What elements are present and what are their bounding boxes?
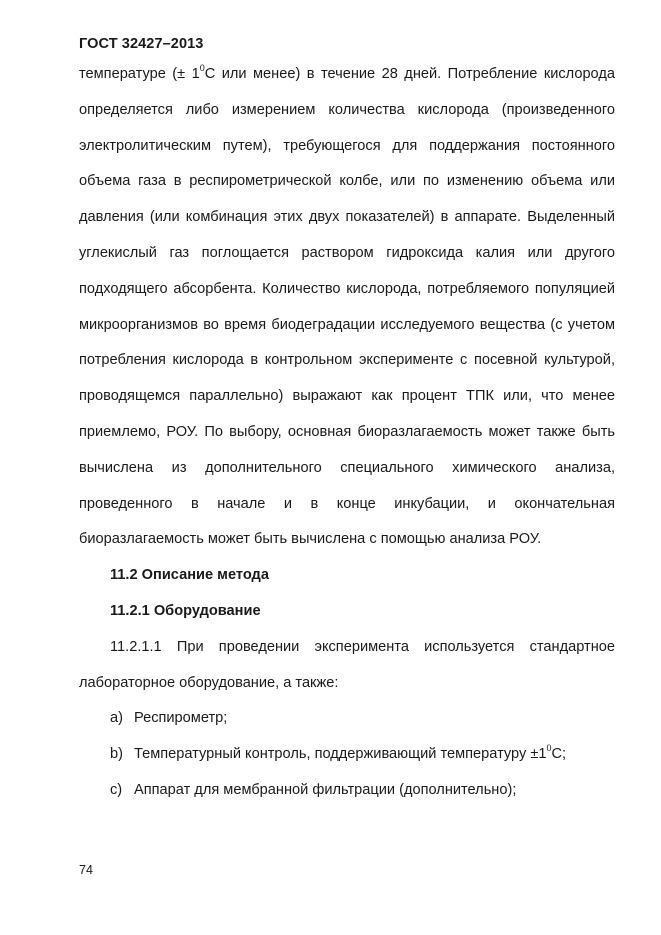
- list-marker: b): [110, 746, 123, 763]
- standard-code-header: ГОСТ 32427–2013: [79, 36, 204, 52]
- list-item-text: Респирометр;: [134, 710, 228, 727]
- list-marker: c): [110, 781, 123, 798]
- degree-superscript: 0: [546, 743, 552, 754]
- list-item-text-suffix: С;: [551, 746, 567, 763]
- section-heading: 11.2 Описание метода: [110, 567, 269, 584]
- paragraph-oxygen-consumption: [79, 57, 615, 558]
- paragraph-text-part-b: С или менее) в течение 28 дней. Потребление кислорода определяется либо измерением количества кислорода (произведенного электролитическим путем), требующегося для поддержания постоянного объема газа в респирометрической колбе, или по изменению объема или давления (или комбинация этих двух показателей) в аппарате. Выделенный углекислый газ поглощается раствором гидроксида калия или другого подходящего абсорбента. Количество кислорода, потребляемого популяцией микроорганизмов во время биодеградации исследуемого вещества (с учетом потребления кислорода в контрольном эксперименте с посевной культурой, проводящемся параллельно) выражают как процент ТПК или, что менее приемлемо, РОУ. По выбору, основная биоразлагаемость может также быть вычислена из дополнительного специального химического анализа, проведенного в начале и в конце инкубации, и окончательная биоразлагаемость может быть вычислена с помощью анализа РОУ.: [79, 66, 615, 548]
- paragraph-text-part-a: температуре (± 1: [79, 66, 200, 82]
- list-marker: a): [110, 710, 123, 727]
- list-item-text: Температурный контроль, поддерживающий температуру ±1: [134, 746, 547, 763]
- page-number: 74: [79, 863, 93, 877]
- document-body: [79, 57, 615, 809]
- list-item-membrane-filtration: [79, 773, 615, 809]
- degree-superscript: 0: [199, 63, 205, 74]
- list-item-text: Аппарат для мембранной фильтрации (дополнительно);: [134, 781, 517, 798]
- list-item-temperature-control: [79, 737, 615, 773]
- paragraph-equipment-intro: 11.2.1.1 При проведении эксперимента используется стандартное лабораторное оборудование, а также:: [79, 638, 615, 691]
- list-item-respirometer: [79, 701, 615, 737]
- subsection-heading: 11.2.1 Оборудование: [110, 602, 261, 619]
